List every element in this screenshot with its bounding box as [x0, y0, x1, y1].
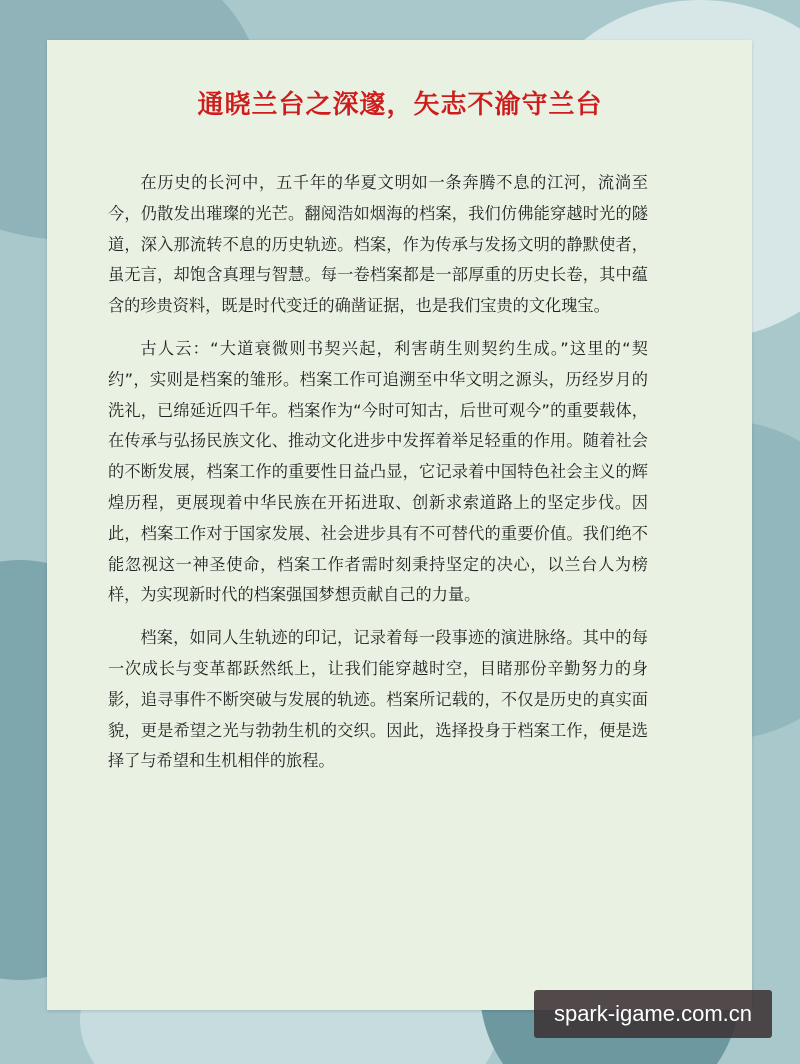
article-paragraph: 档案，如同人生轨迹的印记，记录着每一段事迹的演进脉络。其中的每一次成长与变革都跃然纸上，让我们能穿越时空，目睹那份辛勤努力的身影，追寻事件不断突破与发展的轨迹。档案所记载的，不仅是历史的真实面貌，更是希望之光与勃勃生机的交织。因此，选择投身于档案工作，便是选择了与希望和生机相伴的旅程。 [108, 628, 648, 771]
article-paragraph: 古人云：“大道衰微则书契兴起，利害萌生则契约生成。”这里的“契约”，实则是档案的雏形。档案工作可追溯至中华文明之源头，历经岁月的洗礼，已绵延近四千年。档案作为“今时可知古，后世可观今”的重要载体，在传承与弘扬民族文化、推动文化进步中发挥着举足轻重的作用。随着社会的不断发展，档案工作的重要性日益凸显，它记录着中国特色社会主义的辉煌历程，更展现着中华民族在开拓进取、创新求索道路上的坚定步伐。因此，档案工作对于国家发展、社会进步具有不可替代的重要价值。我们绝不能忽视这一神圣使命，档案工作者需时刻秉持坚定的决心，以兰台人为榜样，为实现新时代的档案强国梦想贡献自己的力量。 [108, 338, 648, 605]
article-title: 通晓兰台之深邃，矢志不渝守兰台 [197, 90, 603, 120]
article-paragraph: 在历史的长河中，五千年的华夏文明如一条奔腾不息的江河，流淌至今，仍散发出璀璨的光芒。翻阅浩如烟海的档案，我们仿佛能穿越时光的隧道，深入那流转不息的历史轨迹。档案，作为传承与发扬文明的静默使者，虽无言，却饱含真理与智慧。每一卷档案都是一部厚重的历史长卷，其中蕴含的珍贵资料，既是时代变迁的确凿证据，也是我们宝贵的文化瑰宝。 [108, 173, 648, 316]
site-watermark: spark-igame.com.cn [534, 990, 772, 1038]
article-body [108, 168, 648, 789]
